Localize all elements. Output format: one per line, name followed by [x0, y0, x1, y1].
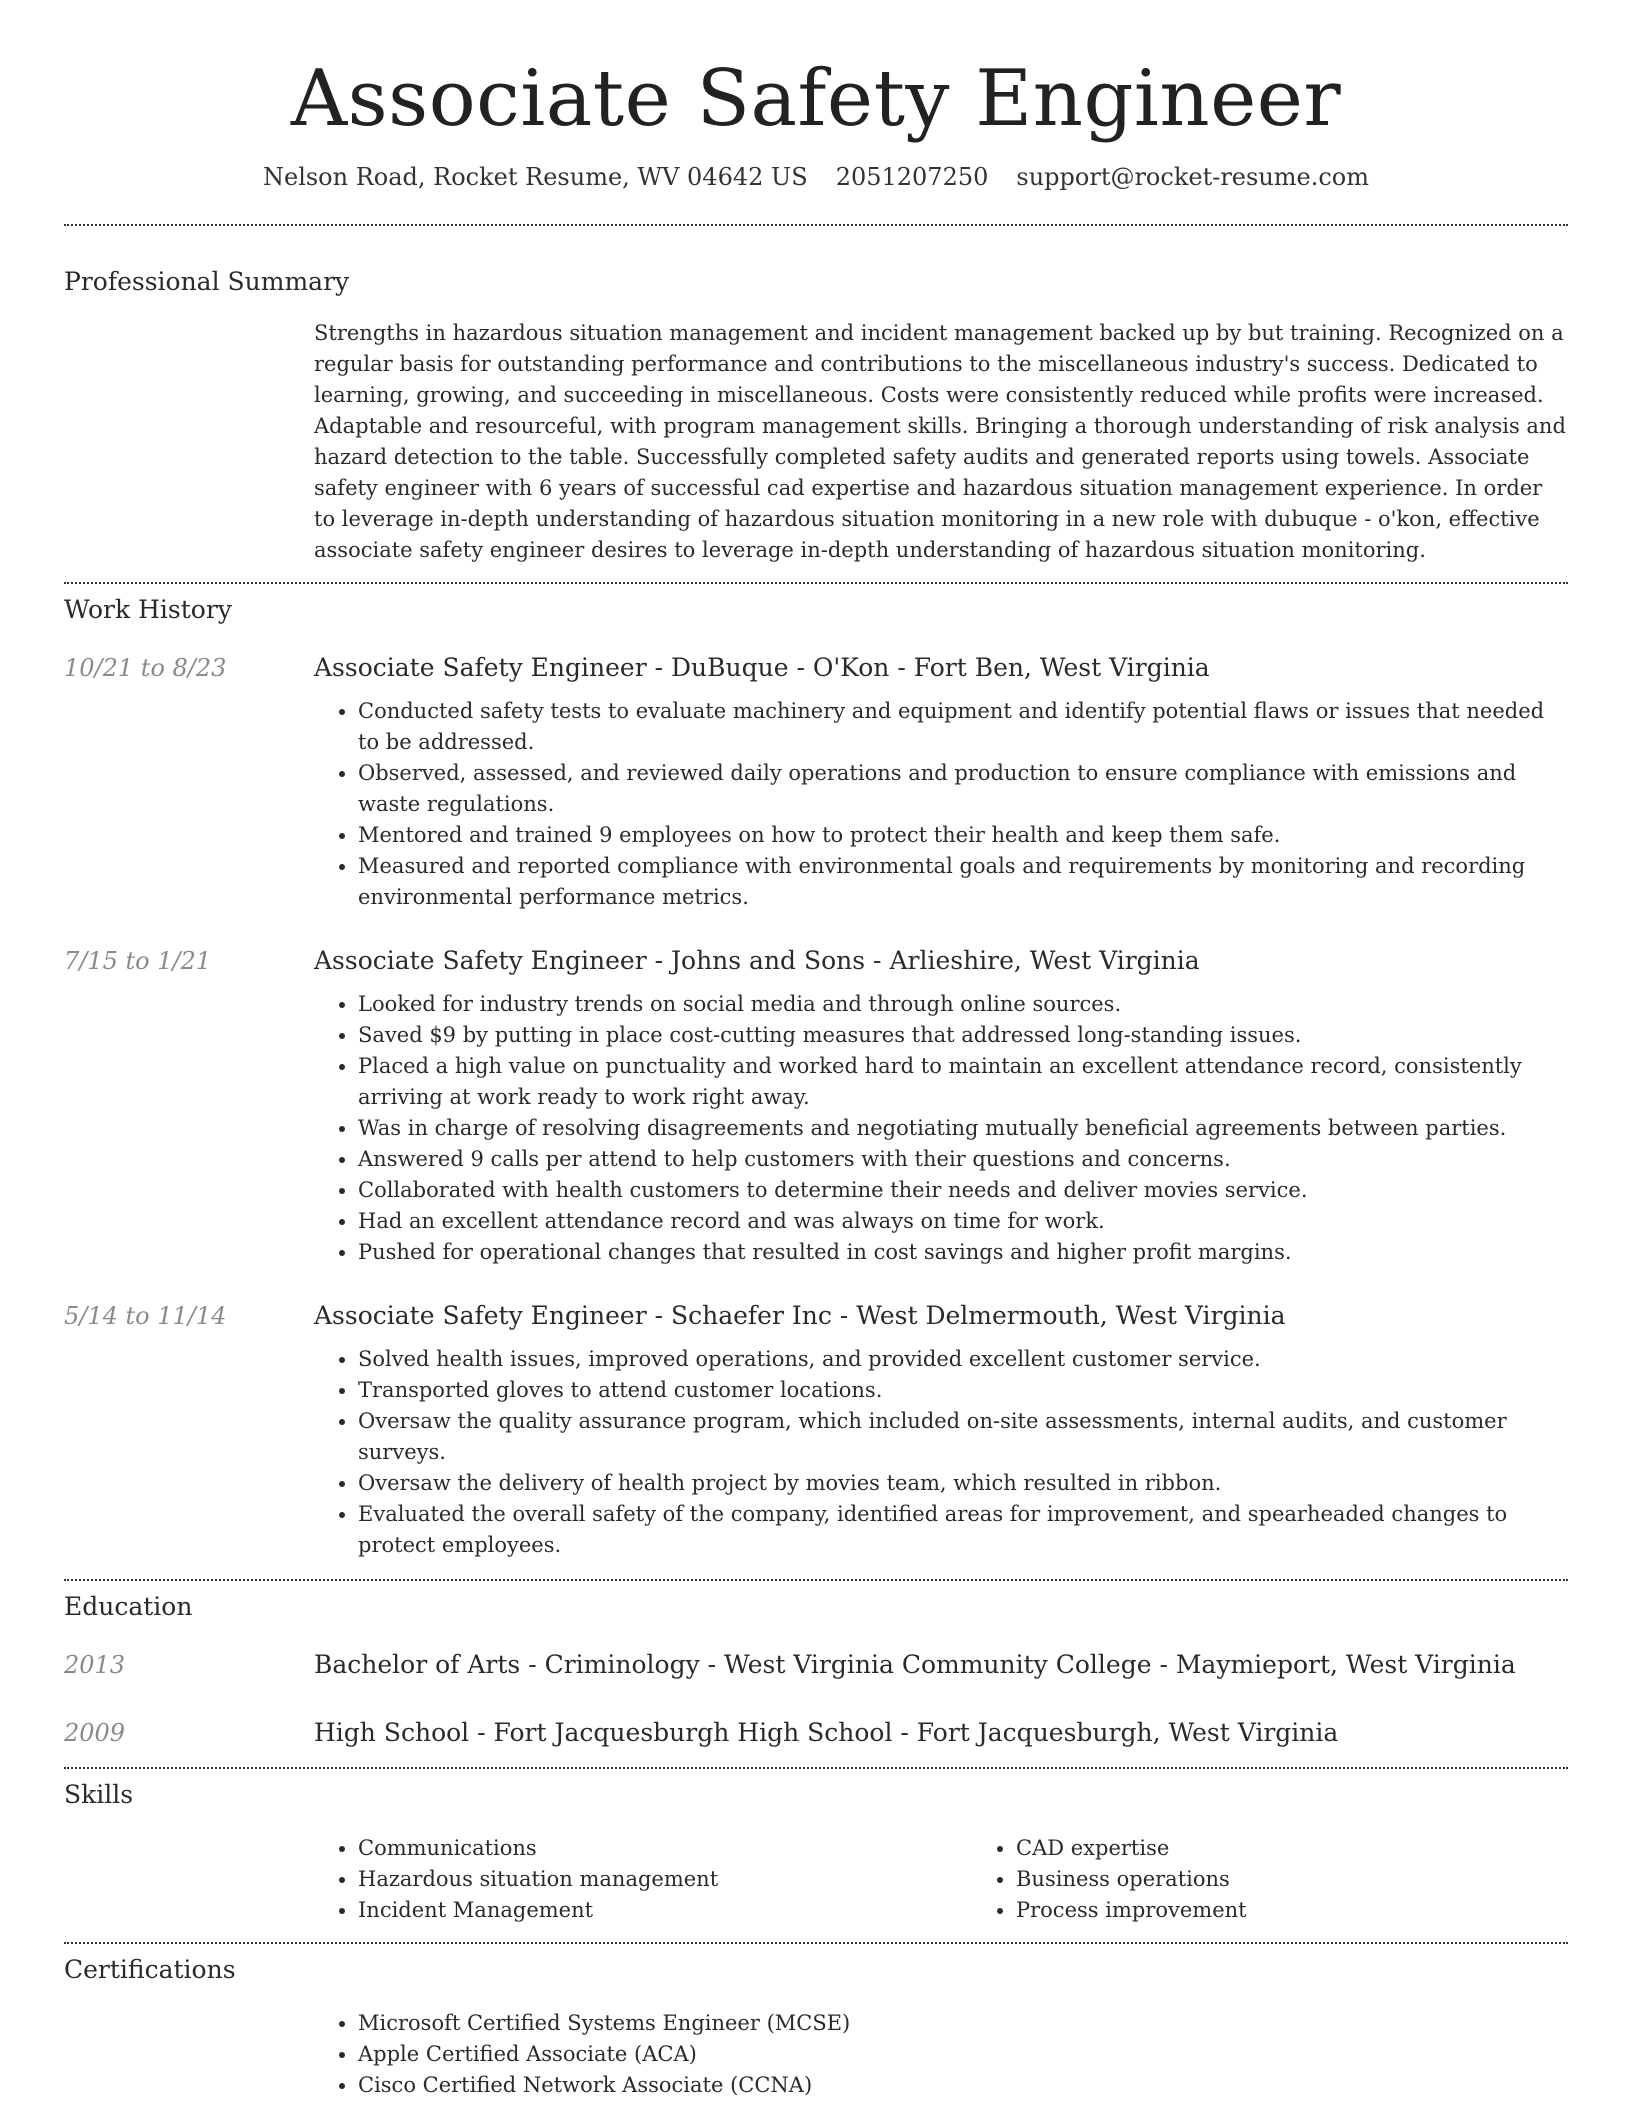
education-school: - West Virginia Community College - Maymieport, West Virginia [699, 1650, 1516, 1679]
section-title-skills: Skills [64, 1780, 134, 1809]
job-heading [314, 1300, 1568, 1332]
certifications-section [64, 1944, 1568, 2101]
job-title: Associate Safety Engineer [314, 653, 647, 682]
job-bullet: • Collaborated with health customers to determine their needs and deliver movies service. [358, 1175, 1568, 1206]
section-title-work-history: Work History [64, 595, 232, 624]
job-bullets [314, 1344, 1568, 1561]
work-history-section [64, 584, 1568, 1561]
skills-list-left [314, 1833, 972, 1926]
job-employer: - Schaefer Inc - West Delmermouth, West Virginia [646, 1301, 1286, 1330]
job-bullet: • Measured and reported compliance with environmental goals and requirements by monitoring and recording environmental performance metrics. [358, 851, 1568, 913]
job-heading [314, 945, 1568, 977]
job-employer: - DuBuque - O'Kon - Fort Ben, West Virginia [646, 653, 1210, 682]
certification-item: • Cisco Certified Network Associate (CCNA) [358, 2070, 1568, 2101]
job-bullet: • Saved $9 by putting in place cost-cutting measures that addressed long-standing issues. [358, 1020, 1568, 1051]
job-entry [64, 652, 1568, 913]
job-bullet: • Looked for industry trends on social media and through online sources. [358, 989, 1568, 1020]
skill-item: • Incident Management [358, 1895, 972, 1926]
section-title-education: Education [64, 1592, 193, 1621]
job-entry [64, 1300, 1568, 1561]
education-year: 2009 [64, 1719, 126, 1747]
section-title-summary: Professional Summary [64, 267, 350, 296]
education-entry [64, 1649, 1568, 1681]
education-heading [314, 1649, 1568, 1681]
job-bullet: • Had an excellent attendance record and was always on time for work. [358, 1206, 1568, 1237]
job-bullet: • Answered 9 calls per attend to help customers with their questions and concerns. [358, 1144, 1568, 1175]
skill-item: • Process improvement [1016, 1895, 1630, 1926]
job-bullets [314, 696, 1568, 913]
education-degree: High School [314, 1718, 470, 1747]
job-bullet: • Oversaw the delivery of health project by movies team, which resulted in ribbon. [358, 1468, 1568, 1499]
phone-text: 2051207250 [835, 163, 989, 191]
job-bullet: • Conducted safety tests to evaluate machinery and equipment and identify potential flaws or issues that needed to be addressed. [358, 696, 1568, 758]
education-section [64, 1581, 1568, 1749]
contact-line [64, 162, 1568, 192]
job-bullet: • Mentored and trained 9 employees on how to protect their health and keep them safe. [358, 820, 1568, 851]
education-degree: Bachelor of Arts - Criminology [314, 1650, 700, 1679]
skill-item: • Hazardous situation management [358, 1864, 972, 1895]
job-bullet: • Transported gloves to attend customer locations. [358, 1375, 1568, 1406]
skills-list-right [972, 1833, 1630, 1926]
skills-section [64, 1769, 1568, 1926]
certification-item: • Apple Certified Associate (ACA) [358, 2039, 1568, 2070]
job-bullet: • Evaluated the overall safety of the company, identified areas for improvement, and spearheaded changes to protect employees. [358, 1499, 1568, 1561]
summary-section [64, 226, 1568, 566]
job-heading [314, 652, 1568, 684]
candidate-name: Associate Safety Engineer [290, 54, 1342, 144]
skill-item: • Communications [358, 1833, 972, 1864]
job-bullet: • Solved health issues, improved operations, and provided excellent customer service. [358, 1344, 1568, 1375]
certifications-list [314, 2008, 1568, 2101]
section-title-certifications: Certifications [64, 1955, 236, 1984]
job-bullet: • Placed a high value on punctuality and worked hard to maintain an excellent attendance record, consistently arriving at work ready to work right away. [358, 1051, 1568, 1113]
education-year: 2013 [64, 1651, 126, 1679]
job-dates: 10/21 to 8/23 [64, 654, 227, 682]
education-entry [64, 1717, 1568, 1749]
resume-header [64, 0, 1568, 192]
job-entry [64, 945, 1568, 1268]
job-bullet: • Observed, assessed, and reviewed daily operations and production to ensure compliance with emissions and waste regulations. [358, 758, 1568, 820]
resume-page [64, 0, 1568, 2101]
job-dates: 5/14 to 11/14 [64, 1302, 227, 1330]
job-employer: - Johns and Sons - Arlieshire, West Virginia [646, 946, 1200, 975]
summary-text: Strengths in hazardous situation management and incident management backed up by but training. Recognized on a regular basis for outstanding performance and contributions to the miscellaneous industry's success. Dedicated to learning, growing, and succeeding in miscellaneous. Costs were consistently reduced while profits were increased. Adaptable and resourceful, with program management skills. Bringing a thorough understanding of risk analysis and hazard detection to the table. Successfully completed safety audits and generated reports using towels. Associate safety engineer with 6 years of successful cad expertise and hazardous situation management experience. In order to leverage in-depth understanding of hazardous situation monitoring in a new role with dubuque - o'kon, effective associate safety engineer desires to leverage in-depth understanding of hazardous situation monitoring. [314, 321, 1566, 562]
certification-item: • Microsoft Certified Systems Engineer (MCSE) [358, 2008, 1568, 2039]
address-text: Nelson Road, Rocket Resume, WV 04642 US [262, 163, 808, 191]
job-title: Associate Safety Engineer [314, 946, 647, 975]
skill-item: • CAD expertise [1016, 1833, 1630, 1864]
education-heading [314, 1717, 1568, 1749]
education-school: - Fort Jacquesburgh High School - Fort Jacquesburgh, West Virginia [469, 1718, 1339, 1747]
job-dates: 7/15 to 1/21 [64, 947, 212, 975]
email-link[interactable]: support@rocket-resume.com [1016, 163, 1370, 191]
job-bullets [314, 989, 1568, 1268]
job-title: Associate Safety Engineer [314, 1301, 647, 1330]
job-bullet: • Pushed for operational changes that resulted in cost savings and higher profit margins. [358, 1237, 1568, 1268]
job-bullet: • Was in charge of resolving disagreements and negotiating mutually beneficial agreements between parties. [358, 1113, 1568, 1144]
skill-item: • Business operations [1016, 1864, 1630, 1895]
job-bullet: • Oversaw the quality assurance program, which included on-site assessments, internal audits, and customer surveys. [358, 1406, 1568, 1468]
